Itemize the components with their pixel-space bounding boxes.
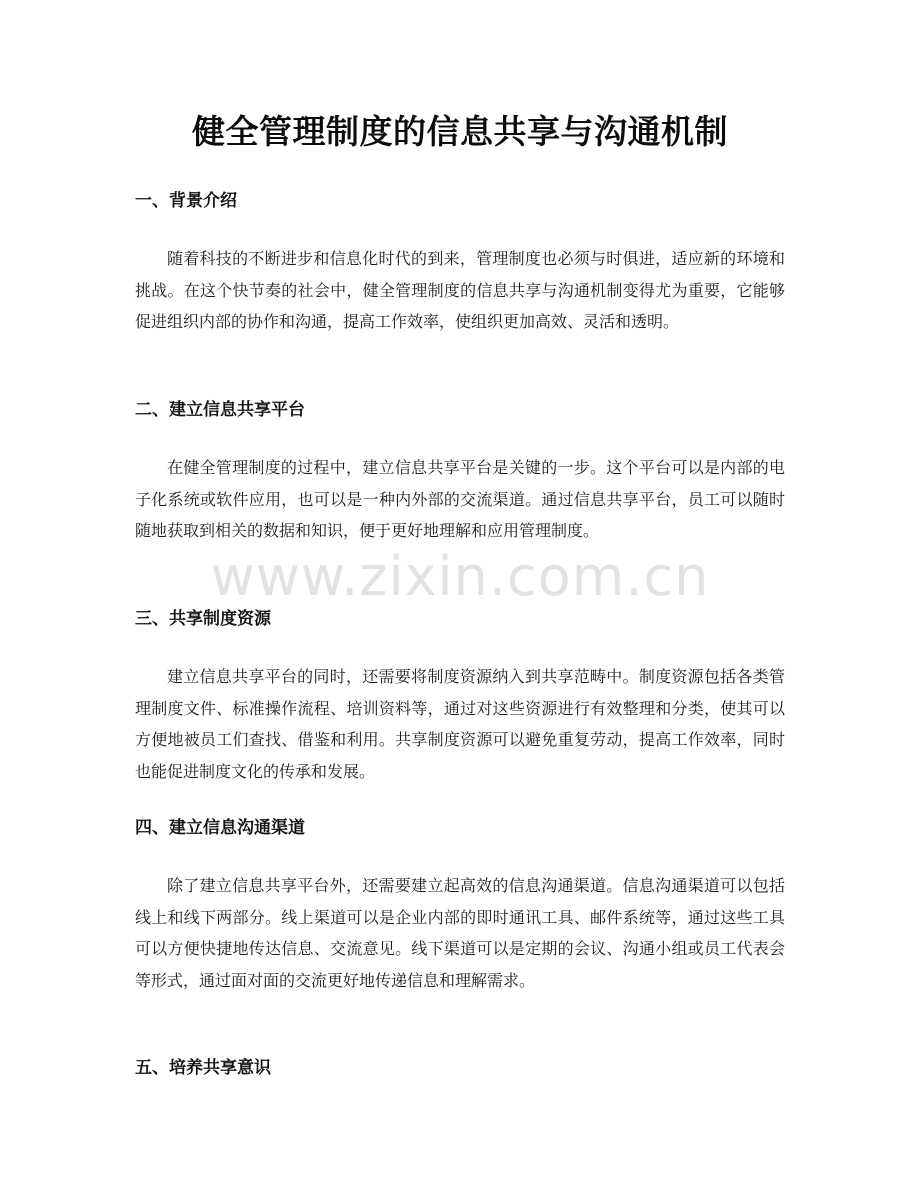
section-background xyxy=(135,188,785,338)
section-heading: 五、培养共享意识 xyxy=(135,1058,271,1078)
section-heading: 四、建立信息沟通渠道 xyxy=(135,818,305,838)
watermark-text: www.zixin.com.cn xyxy=(210,545,710,608)
section-shared-resources xyxy=(135,606,785,787)
section-paragraph: 在健全管理制度的过程中，建立信息共享平台是关键的一步。这个平台可以是内部的电子化系统或软件应用，也可以是一种内外部的交流渠道。通过信息共享平台，员工可以随时随地获取到相关的数据和知识，便于更好地理解和应用管理制度。 xyxy=(135,458,785,540)
section-heading: 三、共享制度资源 xyxy=(135,609,271,629)
document-title: 健全管理制度的信息共享与沟通机制 xyxy=(192,112,728,151)
section-paragraph: 随着科技的不断进步和信息化时代的到来，管理制度也必须与时俱进，适应新的环境和挑战。在这个快节奏的社会中，健全管理制度的信息共享与沟通机制变得尤为重要，它能够促进组织内部的协作和沟通，提高工作效率，使组织更加高效、灵活和透明。 xyxy=(135,249,785,331)
section-heading: 二、建立信息共享平台 xyxy=(135,400,305,420)
section-communication-channels xyxy=(135,815,785,996)
section-paragraph: 除了建立信息共享平台外，还需要建立起高效的信息沟通渠道。信息沟通渠道可以包括线上和线下两部分。线上渠道可以是企业内部的即时通讯工具、邮件系统等，通过这些工具可以方便快捷地传达信息、交流意见。线下渠道可以是定期的会议、沟通小组或员工代表会等形式，通过面对面的交流更好地传递信息和理解需求。 xyxy=(135,876,785,990)
section-sharing-platform xyxy=(135,397,785,547)
section-heading: 一、背景介绍 xyxy=(135,191,237,211)
section-sharing-awareness xyxy=(135,1055,785,1081)
section-paragraph: 建立信息共享平台的同时，还需要将制度资源纳入到共享范畴中。制度资源包括各类管理制度文件、标准操作流程、培训资料等，通过对这些资源进行有效整理和分类，使其可以方便地被员工们查找、借鉴和利用。共享制度资源可以避免重复劳动，提高工作效率，同时也能促进制度文化的传承和发展。 xyxy=(135,667,785,781)
